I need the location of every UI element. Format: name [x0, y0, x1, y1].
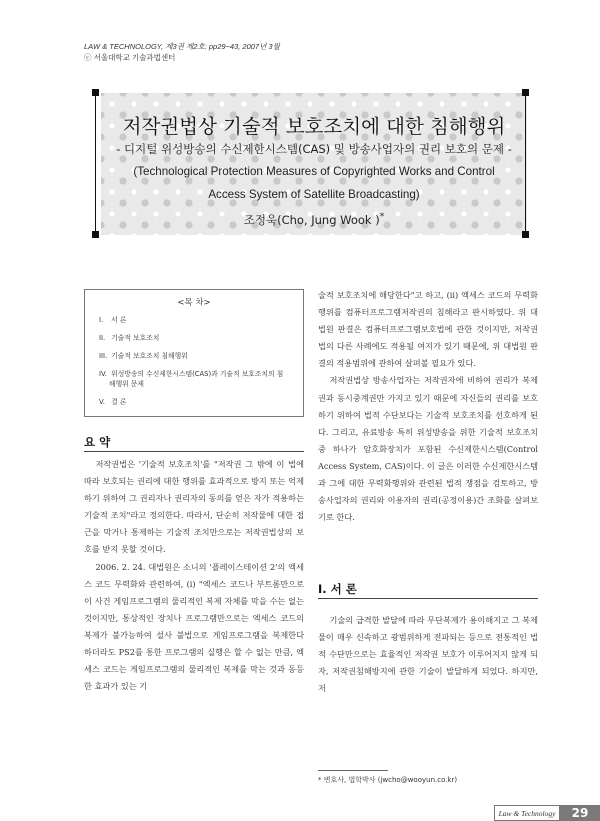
toc-item-label: 기술적 보호조치: [111, 334, 160, 342]
abstract-paragraph: 저작권법은 '기술적 보호조치'를 "저작권 그 밖에 이 법에 따라 보호되는 권리에 대한 행위를 효과적으로 방지 또는 억제하기 위하여 그 권리자나 권리자의 동의를 얻은 자가 적용하는 기술적 조치"라고 정의한다. 따라서, 단순히 저작물에 대한 접근을 막거나 통제하는 기술적 조치만으로는 저작권법상의 보호를 받지 못할 것이다.: [84, 459, 304, 555]
journal-copyright: ⓒ 서울대학교 기술과법센터: [84, 53, 176, 62]
english-title-line1: (Technological Protection Measures of Copyrighted Works and Control: [133, 165, 495, 178]
page-number: 29: [560, 805, 600, 821]
toc-item-label: 결 론: [111, 398, 127, 406]
toc-item: [99, 369, 289, 389]
author-name: 조정욱(Cho, Jung Wook ): [243, 212, 380, 227]
footnote-rule: [318, 770, 388, 771]
author-footnote-mark: *: [379, 212, 385, 222]
journal-header: [84, 41, 280, 63]
toc-item: [99, 333, 289, 343]
paper-title: 저작권법상 기술적 보호조치에 대한 침해행위: [122, 115, 506, 138]
paper-subtitle: - 디지털 위성방송의 수신제한시스템(CAS) 및 방송사업자의 권리 보호의 문제 -: [116, 142, 512, 156]
corner-square-icon: [92, 231, 99, 238]
abstract-heading: 요 약: [84, 435, 111, 449]
body-paragraph: 기술의 급격한 발달에 따라 무단복제가 용이해지고 그 복제물이 매우 신속하고 광범위하게 전파되는 등으로 전통적인 법적 수단만으로는 효율적인 저작권 보호가 이루어지지 않게 되자, 저작권침해방지에 관한 기술이 발달하게 되었다. 하지만, 저: [318, 615, 538, 694]
toc-heading: <목 차>: [177, 298, 211, 308]
right-column-upper: [318, 287, 538, 526]
page-footer: [494, 805, 600, 821]
footer-journal-name: Law & Technology: [494, 805, 560, 821]
abstract-column: [84, 456, 304, 695]
toc-item-label: 기술적 보호조치 침해행위: [111, 352, 188, 360]
corner-square-icon: [92, 89, 99, 96]
section-heading-introduction: I. 서 론: [318, 582, 357, 596]
toc-item: [99, 351, 289, 361]
journal-citation: LAW & TECHNOLOGY, 제3권 제2호: pp29~43, 2007년 3월: [84, 42, 280, 51]
toc-item-label: 위성방송의 수신제한시스템(CAS)과 기술적 보호조치의 침해행위 문제: [109, 370, 284, 388]
paper-english-title: [101, 160, 527, 206]
english-title-line2: Access System of Satellite Broadcasting): [208, 188, 420, 201]
toc-item: [99, 315, 289, 325]
body-paragraph: 저작권법상 방송사업자는 저작권자에 비하여 권리가 복제권과 동시중계권만 가지고 있기 때문에 자신들의 권리를 보호하기 위하여 법적 수단보다는 기술적 보호조치를 선호하게 된다. 그리고, 유료방송 특히 위성방송을 위한 기술적 보호조치 중 하나가 암호화장치가 포함된 수신제한시스템(Control Access System, CAS)이다. 이 글은 이러한 수신제한시스템과 그에 대한 무력화행위와 관련된 법적 쟁점을 검토하고, 방송사업자의 권리와 이용자의 권리(공정이용)간 조화를 살펴보기로 한다.: [318, 375, 538, 523]
toc-item-number: V.: [99, 398, 105, 406]
abstract-paragraph: 2006. 2. 24. 대법원은 소니의 '플레이스테이션 2'의 엑세스 코드 무력화와 관련하여, (i) "엑세스 코드나 부트롬만으로 이 사건 게임프로그램의 물리적인 복제 자체를 막을 수는 없는 것이지만, 통상적인 장치나 프로그램만으로는 엑세스 코드의 복제가 불가능하여 설사 불법으로 게임프로그램을 복제한다 하더라도 PS2를 통한 프로그램의 실행은 할 수 없는 만큼, 엑세스 코드는 게임프로그램의 물리적인 복제를 막는 것과 동등한 효과가 있는 기: [84, 561, 304, 692]
toc-list: [99, 315, 289, 407]
abstract-rule: [84, 451, 304, 452]
right-column-lower: [318, 612, 538, 697]
author: [101, 209, 527, 228]
author-footnote: * 변호사, 법학박사 (jwcho@wooyun.co.kr): [318, 776, 458, 784]
toc-item-number: III.: [99, 352, 108, 360]
title-frame-line: [95, 96, 96, 231]
corner-square-icon: [522, 231, 529, 238]
toc-item-label: 서 론: [111, 316, 127, 324]
corner-square-icon: [522, 89, 529, 96]
toc-item-number: IV.: [99, 370, 107, 378]
section-rule: [318, 598, 538, 599]
toc-item-number: I.: [99, 316, 104, 324]
table-of-contents: [84, 289, 304, 417]
toc-item: [99, 397, 289, 407]
body-paragraph: 술적 보호조치에 해당한다"고 하고, (ii) 엑세스 코드의 무력화행위를 컴퓨터프로그램저작권의 침해라고 판시하였다. 위 대법원 판결은 컴퓨터프로그램보호법에 관한 것이지만, 저작권법의 다른 사례에도 적용될 여지가 있기 때문에, 위 대법원 판결의 적용범위에 관하여 살펴볼 필요가 있다.: [318, 290, 538, 369]
toc-item-number: II.: [99, 334, 106, 342]
